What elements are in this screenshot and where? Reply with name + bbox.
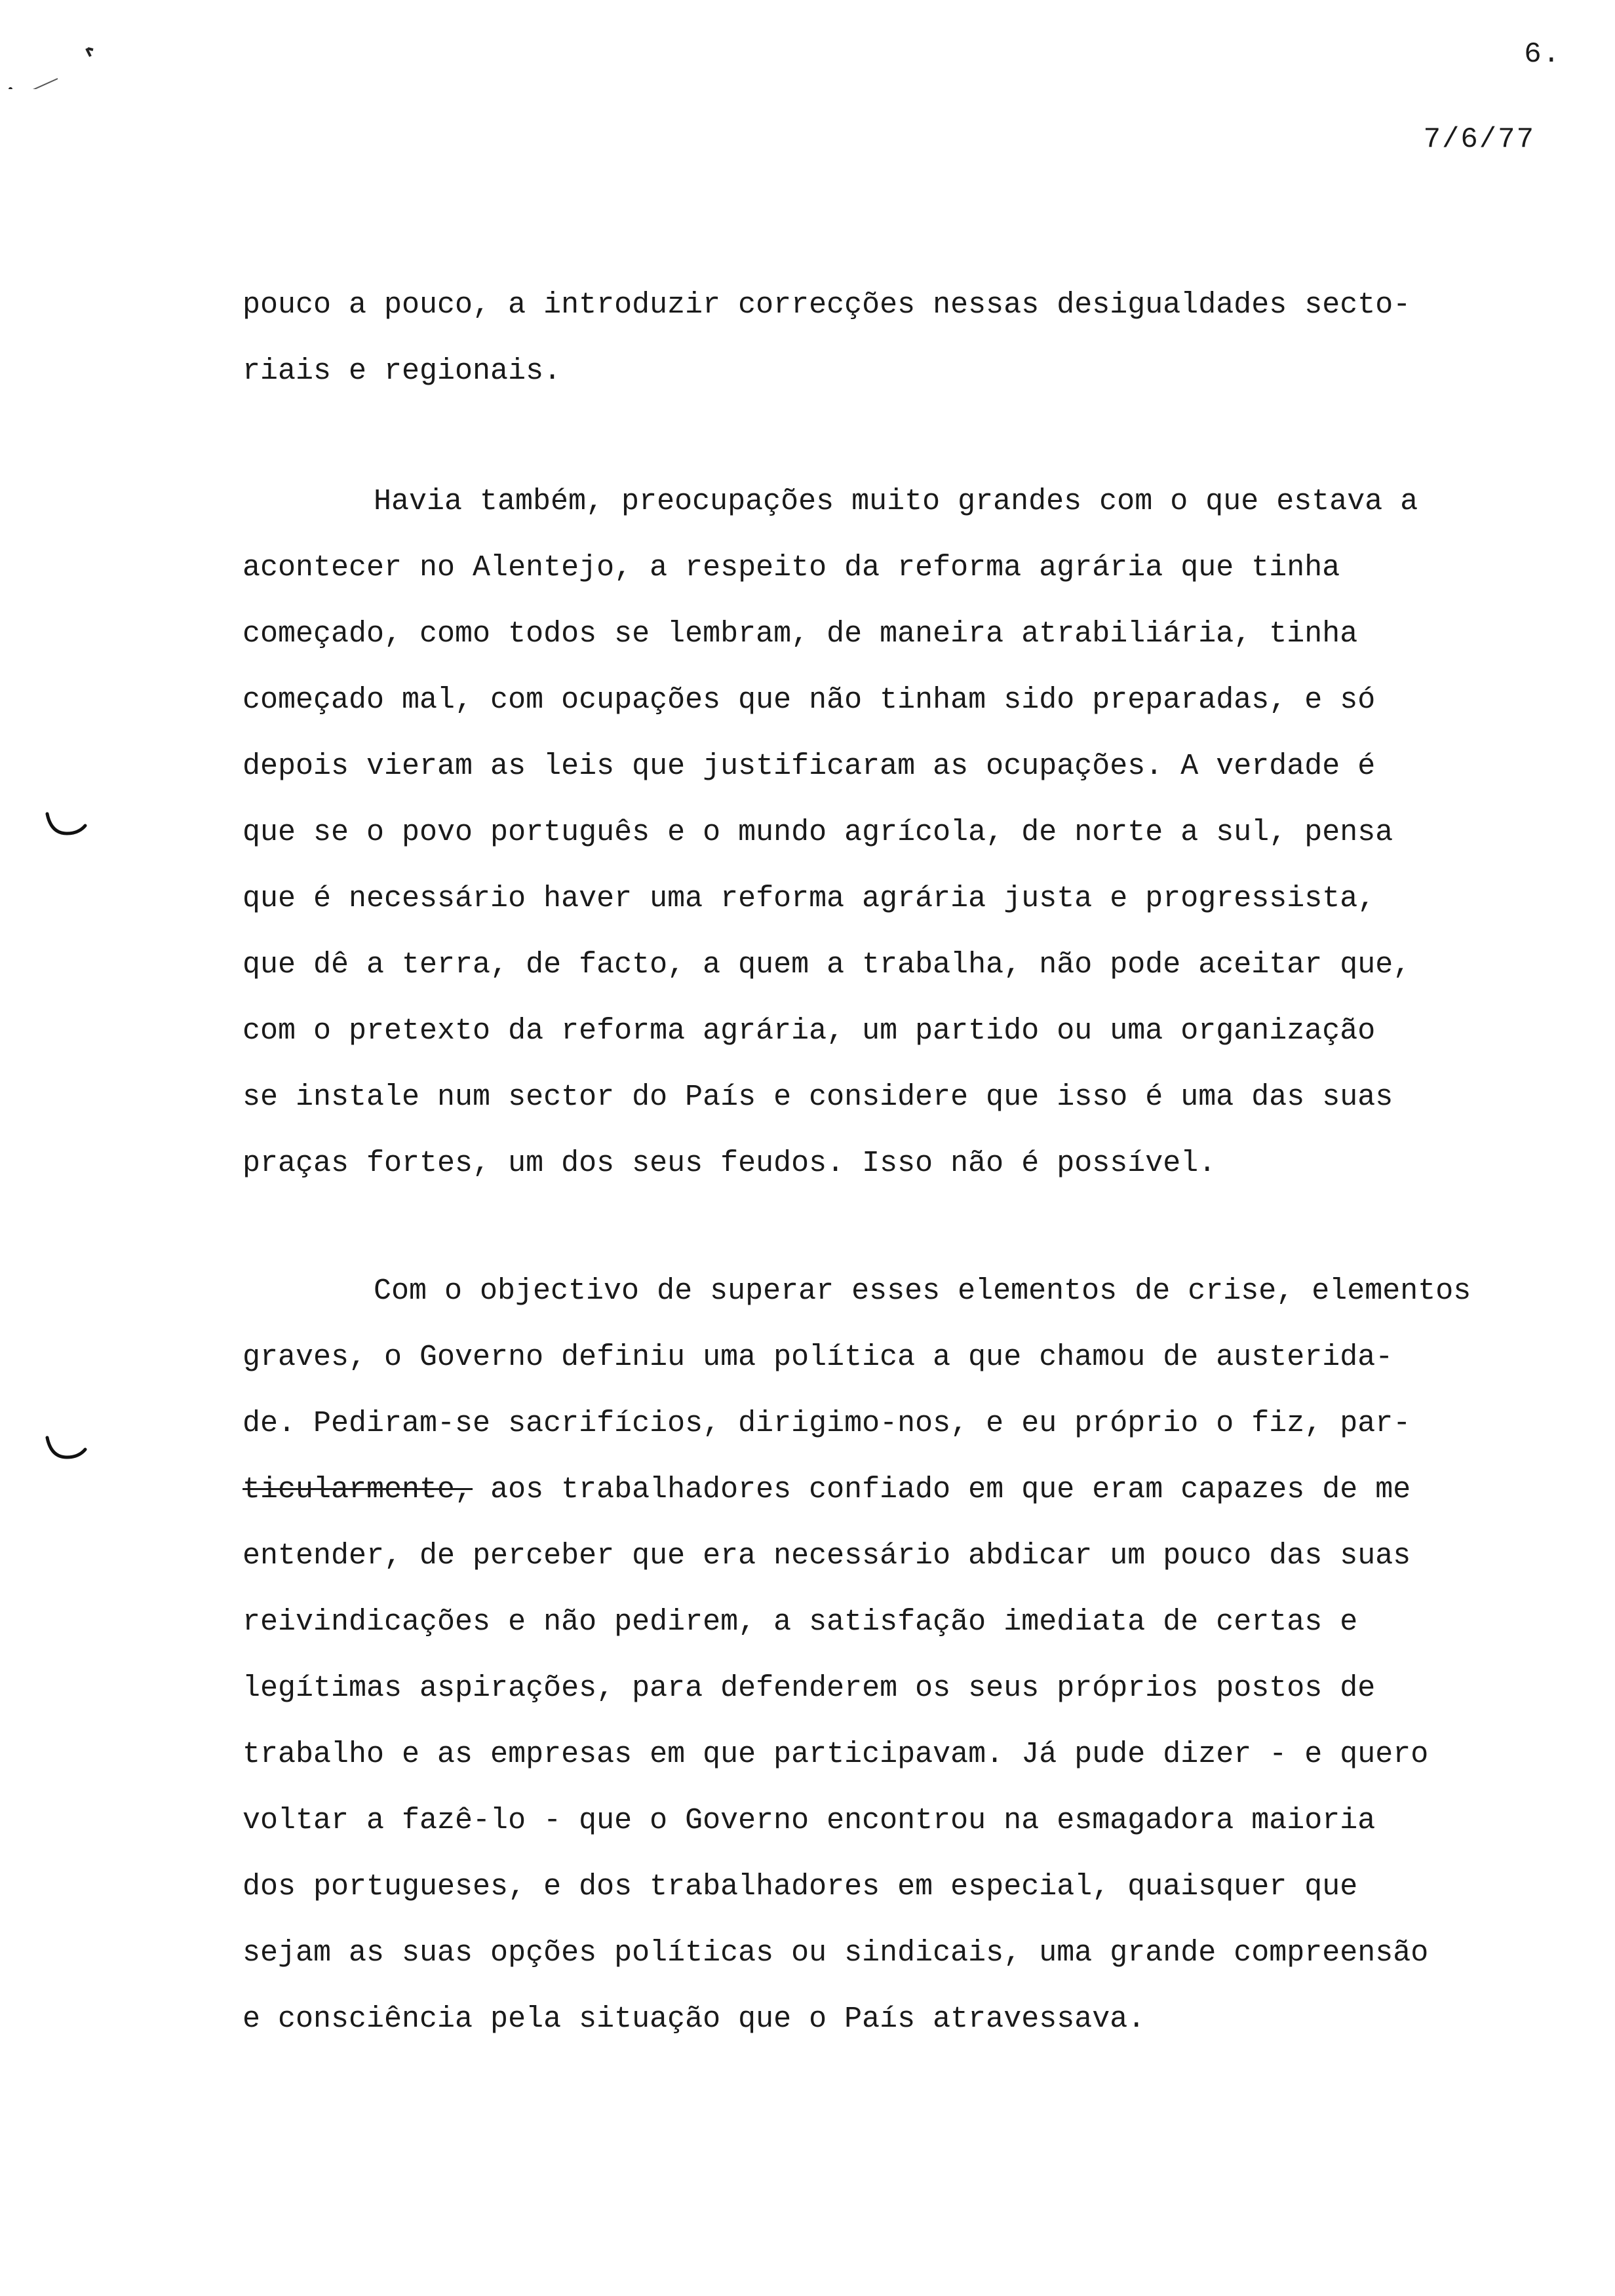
text-line: voltar a fazê-lo - que o Governo encontrou na esmagadora maioria — [243, 1804, 1376, 1837]
text-line: sejam as suas opções políticas ou sindicais, uma grande compreensão — [243, 1936, 1429, 1970]
text-line: que é necessário haver uma reforma agrária justa e progressista, — [243, 882, 1376, 915]
text-line: depois vieram as leis que justificaram as ocupações. A verdade é — [243, 750, 1376, 783]
text-line: com o pretexto da reforma agrária, um partido ou uma organização — [243, 1014, 1376, 1048]
text-line: Havia também, preocupações muito grandes com o que estava a — [374, 485, 1418, 518]
text-line: pouco a pouco, a introduzir correcções nessas desigualdades secto- — [243, 288, 1411, 322]
text-line: riais e regionais. — [243, 354, 562, 388]
margin-check-mark — [45, 811, 88, 837]
page-number: 6. — [1524, 38, 1561, 71]
text-line-rest: aos trabalhadores confiado em que eram capazes de me — [473, 1473, 1411, 1506]
text-line: e consciência pela situação que o País atravessava. — [243, 2002, 1146, 2036]
text-line: que se o povo português e o mundo agrícola, de norte a sul, pensa — [243, 816, 1393, 849]
text-line: dos portugueses, e dos trabalhadores em especial, quaisquer que — [243, 1870, 1358, 1904]
text-line: que dê a terra, de facto, a quem a trabalha, não pode aceitar que, — [243, 948, 1411, 982]
paragraph-agrarian-reform — [243, 469, 1580, 1196]
text-line-with-strikethrough — [243, 1457, 1580, 1523]
text-line: entender, de perceber que era necessário abdicar um pouco das suas — [243, 1539, 1411, 1573]
text-line: começado mal, com ocupações que não tinham sido preparadas, e só — [243, 683, 1376, 717]
paragraph-continuation — [243, 272, 1580, 404]
page-date: 7/6/77 — [1423, 123, 1535, 156]
paragraph-austerity — [243, 1258, 1580, 2052]
text-line: começado, como todos se lembram, de maneira atrabiliária, tinha — [243, 617, 1358, 651]
text-line: acontecer no Alentejo, a respeito da reforma agrária que tinha — [243, 551, 1340, 584]
text-line: Com o objectivo de superar esses elementos de crise, elementos — [374, 1274, 1471, 1308]
text-line: trabalho e as empresas em que participavam. Já pude dizer - e quero — [243, 1738, 1429, 1771]
text-line: reivindicações e não pedirem, a satisfação imediata de certas e — [243, 1605, 1358, 1639]
text-line: de. Pediram-se sacrifícios, dirigimo-nos, e eu próprio o fiz, par- — [243, 1407, 1411, 1440]
struck-out-word: ticularmente, — [243, 1473, 473, 1506]
text-line: legítimas aspirações, para defenderem os seus próprios postos de — [243, 1672, 1376, 1705]
stray-pen-mark — [5, 24, 97, 89]
text-line: praças fortes, um dos seus feudos. Isso não é possível. — [243, 1147, 1216, 1180]
text-line: graves, o Governo definiu uma política a que chamou de austerida- — [243, 1341, 1393, 1374]
text-line: se instale num sector do País e considere que isso é uma das suas — [243, 1081, 1393, 1114]
margin-check-mark — [45, 1435, 88, 1461]
